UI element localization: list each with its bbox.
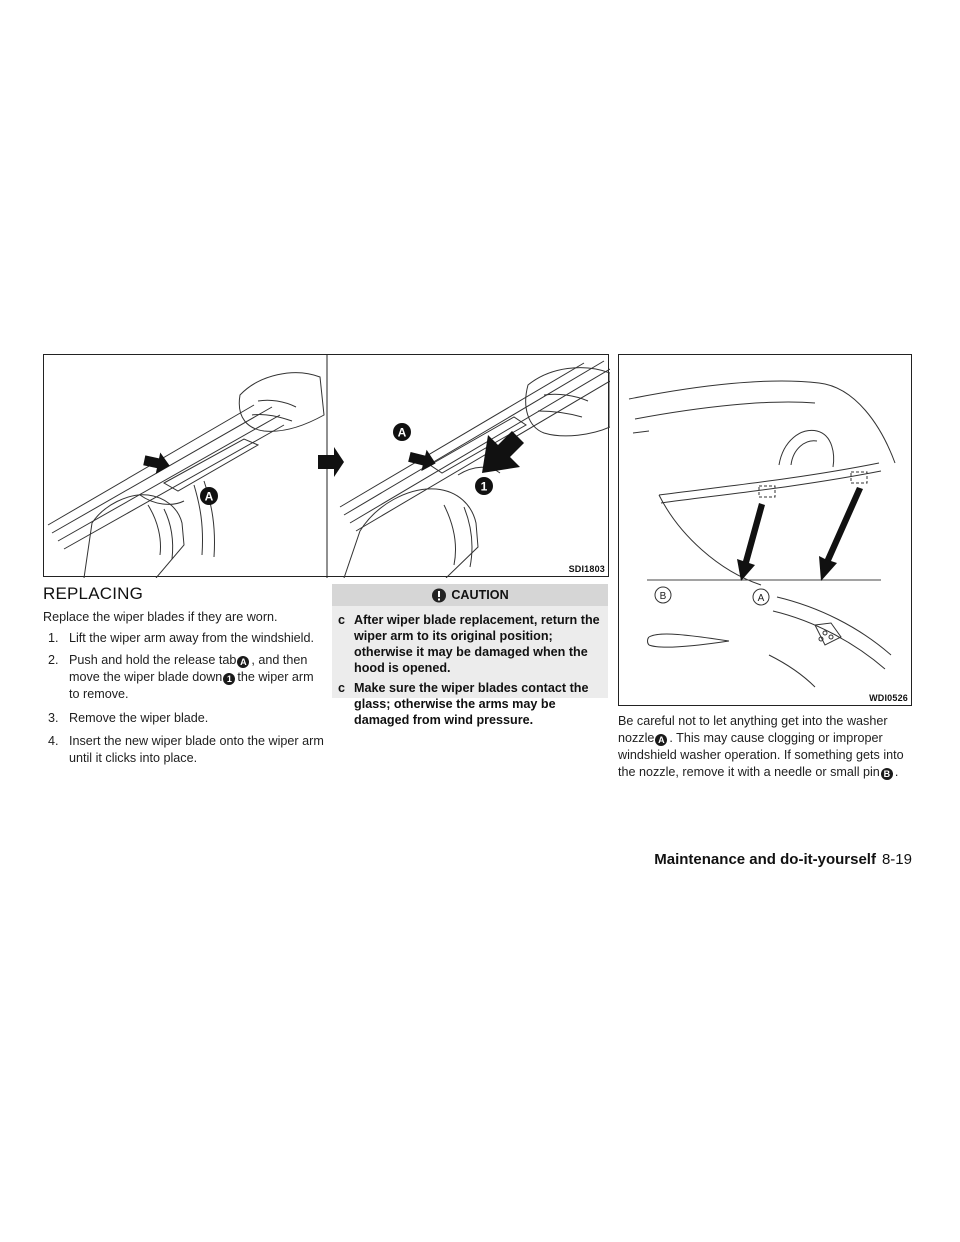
pointer-arrow-icon — [737, 503, 765, 581]
washer-nozzle-drawing — [619, 355, 913, 707]
step-text: Remove the wiper blade. — [69, 711, 209, 725]
step-number: 2. — [48, 653, 59, 667]
step-3 — [48, 710, 324, 727]
figure-code-right: WDI0526 — [869, 693, 908, 703]
callout-a-detail-label: A — [757, 593, 765, 604]
callout-a-marker-icon: A — [237, 656, 249, 668]
note-text-part: Be careful not to let anything get into the washer nozzle — [618, 714, 888, 745]
step-number: 4. — [48, 734, 59, 748]
callout-a-marker-icon: A — [655, 734, 667, 746]
step-text: Lift the wiper arm away from the windshield. — [69, 631, 314, 645]
caution-body — [332, 606, 608, 727]
step-text: Insert the new wiper blade onto the wiper arm until it clicks into place. — [69, 734, 324, 765]
callout-1-marker-icon: 1 — [223, 673, 235, 685]
step-number: 3. — [48, 711, 59, 725]
figure-code-left: SDI1803 — [568, 564, 605, 574]
wiper-removal-illustration — [43, 354, 609, 577]
step-1 — [48, 630, 324, 647]
page-footer — [616, 851, 912, 868]
step-text — [69, 652, 324, 703]
note-text-part: . — [894, 765, 899, 779]
callout-b-label: B — [659, 591, 667, 602]
step-transition-arrow-icon — [318, 447, 344, 477]
callout-a-left-label: A — [204, 489, 214, 504]
callout-b-marker-icon: B — [881, 768, 893, 780]
caution-item — [338, 680, 602, 728]
callout-a-right-label: A — [397, 425, 407, 440]
caution-title: CAUTION — [451, 588, 509, 602]
section-heading: REPLACING — [43, 584, 144, 603]
wiper-removal-drawing — [44, 355, 610, 578]
washer-nozzle-illustration — [618, 354, 912, 706]
step-4 — [48, 733, 324, 769]
callout-1-label: 1 — [480, 479, 488, 494]
intro-text: Replace the wiper blades if they are worn. — [43, 610, 278, 624]
caution-header — [332, 584, 608, 606]
caution-item — [338, 612, 602, 676]
page-number: 8-19 — [881, 851, 912, 868]
note-text-part: . This may cause clogging or improper windshield washer operation. If something gets into the nozzle, remove it with a needle or small pin — [618, 731, 904, 779]
caution-icon — [431, 588, 447, 603]
step-text-part: , and then move the wiper blade down — [69, 653, 308, 684]
step-text-part: Push and hold the release tab — [69, 653, 237, 667]
caution-item-text: After wiper blade replacement, return the wiper arm to its original position; otherwise it may be damaged when the hood is opened. — [354, 613, 600, 675]
step-text-part: the wiper arm to remove. — [69, 670, 314, 701]
footer-section-title: Maintenance and do-it-yourself — [654, 851, 876, 868]
step-2 — [48, 652, 324, 704]
pointer-arrow-icon — [819, 487, 863, 581]
nozzle-note — [618, 713, 912, 781]
caution-item-text: Make sure the wiper blades contact the glass; otherwise the arms may be damaged from wind pressure. — [354, 681, 589, 727]
step-number: 1. — [48, 631, 59, 645]
bullet-icon: c — [338, 681, 346, 695]
bullet-icon: c — [338, 613, 346, 627]
